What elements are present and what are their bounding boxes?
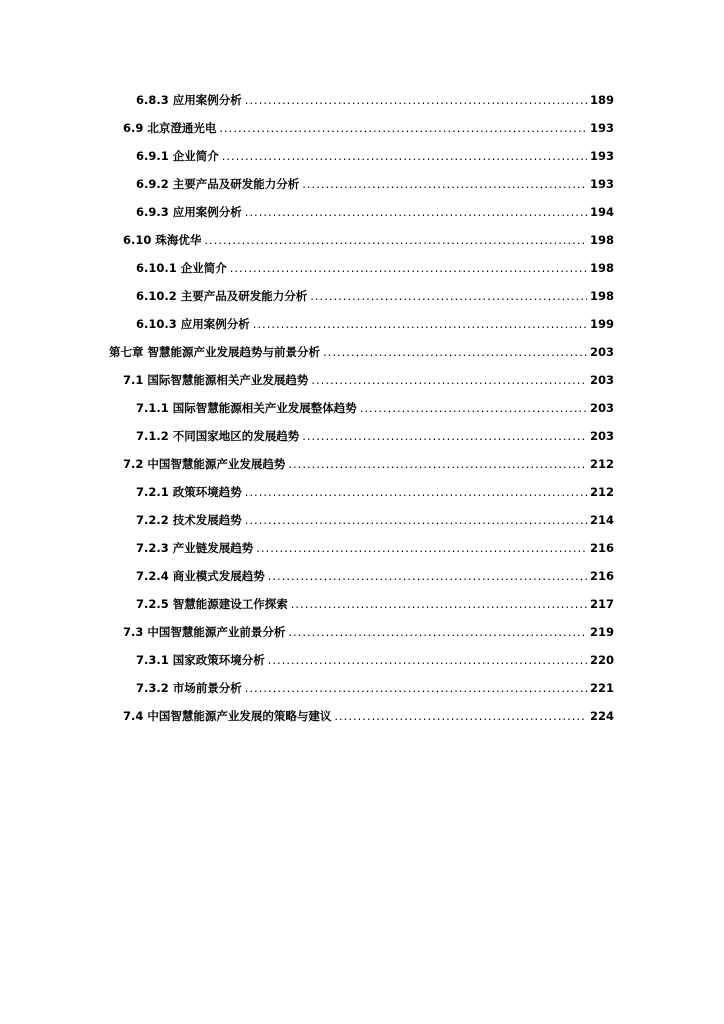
toc-entry[interactable] <box>136 652 614 668</box>
toc-entry[interactable] <box>136 92 614 108</box>
toc-entry[interactable] <box>136 428 614 444</box>
toc-entry-label: 6.8.3 应用案例分析 <box>136 93 242 107</box>
toc-entry-label: 6.10.3 应用案例分析 <box>136 317 250 331</box>
toc-entry-label: 7.1.2 不同国家地区的发展趋势 <box>136 429 300 443</box>
dot-leader <box>245 512 587 528</box>
toc-entry-page: 198 <box>589 261 614 275</box>
toc-entry[interactable] <box>123 120 614 136</box>
toc-entry-page: 203 <box>589 345 614 359</box>
toc-entry-page: 203 <box>589 401 614 415</box>
toc-entry-page: 212 <box>589 457 614 471</box>
toc-entry-label: 7.4 中国智慧能源产业发展的策略与建议 <box>123 709 332 723</box>
dot-leader <box>288 456 587 472</box>
toc-entry-page: 203 <box>589 373 614 387</box>
toc-entry-label: 6.10.1 企业简介 <box>136 261 227 275</box>
toc-entry[interactable] <box>123 232 614 248</box>
dot-leader <box>253 316 587 332</box>
dot-leader <box>302 176 587 192</box>
toc-entry[interactable] <box>136 596 614 612</box>
toc-entry-page: 221 <box>589 681 614 695</box>
toc-entry[interactable] <box>136 540 614 556</box>
toc-entry-page: 194 <box>589 205 614 219</box>
toc-entry-label: 7.1 国际智慧能源相关产业发展趋势 <box>123 373 309 387</box>
dot-leader <box>268 568 587 584</box>
dot-leader <box>291 596 587 612</box>
dot-leader <box>302 428 587 444</box>
toc-entry-label: 6.9.3 应用案例分析 <box>136 205 242 219</box>
toc-entry[interactable] <box>123 372 614 388</box>
toc-entry-page: 189 <box>589 93 614 107</box>
toc-entry-label: 7.1.1 国际智慧能源相关产业发展整体趋势 <box>136 401 357 415</box>
toc-entry[interactable] <box>136 568 614 584</box>
toc-entry-page: 217 <box>589 597 614 611</box>
dot-leader <box>310 288 587 304</box>
toc-entry-label: 7.2 中国智慧能源产业发展趋势 <box>123 457 286 471</box>
toc-entry-label: 6.9.2 主要产品及研发能力分析 <box>136 177 300 191</box>
dot-leader <box>268 652 587 668</box>
toc-entry[interactable] <box>123 624 614 640</box>
dot-leader <box>311 372 587 388</box>
toc-entry-page: 193 <box>589 177 614 191</box>
toc-entry-page: 219 <box>589 625 614 639</box>
toc-entry[interactable] <box>136 316 614 332</box>
toc-entry-label: 6.10 珠海优华 <box>123 233 202 247</box>
toc-entry-page: 193 <box>589 121 614 135</box>
toc-entry[interactable] <box>136 680 614 696</box>
dot-leader <box>245 680 587 696</box>
dot-leader <box>288 624 587 640</box>
toc-entry[interactable] <box>136 176 614 192</box>
dot-leader <box>230 260 587 276</box>
toc-entry-label: 7.3.2 市场前景分析 <box>136 681 242 695</box>
toc-entry[interactable] <box>136 288 614 304</box>
toc-entry[interactable] <box>123 708 614 724</box>
dot-leader <box>219 120 587 136</box>
toc-entry-page: 212 <box>589 485 614 499</box>
toc-entry[interactable] <box>136 512 614 528</box>
dot-leader <box>222 148 587 164</box>
dot-leader <box>204 232 587 248</box>
dot-leader <box>323 344 587 360</box>
toc-entry-page: 220 <box>589 653 614 667</box>
dot-leader <box>360 400 587 416</box>
toc-entry-label: 第七章 智慧能源产业发展趋势与前景分析 <box>109 345 321 359</box>
toc-entry-page: 203 <box>589 429 614 443</box>
toc-entry-page: 199 <box>589 317 614 331</box>
dot-leader <box>256 540 587 556</box>
toc-entry[interactable] <box>136 260 614 276</box>
toc-entry-label: 7.3.1 国家政策环境分析 <box>136 653 265 667</box>
dot-leader <box>334 708 587 724</box>
toc-entry-page: 216 <box>589 569 614 583</box>
toc-entry[interactable] <box>136 148 614 164</box>
toc-entry-label: 6.9.1 企业简介 <box>136 149 219 163</box>
toc-entry-page: 224 <box>589 709 614 723</box>
toc-chapter-entry[interactable] <box>109 344 614 360</box>
dot-leader <box>245 204 587 220</box>
dot-leader <box>245 484 587 500</box>
toc-entry[interactable] <box>136 400 614 416</box>
toc-entry-label: 6.9 北京澄通光电 <box>123 121 217 135</box>
dot-leader <box>245 92 587 108</box>
toc-entry-label: 7.2.3 产业链发展趋势 <box>136 541 254 555</box>
toc-entry-label: 7.2.2 技术发展趋势 <box>136 513 242 527</box>
toc-entry-page: 198 <box>589 289 614 303</box>
toc-entry-page: 214 <box>589 513 614 527</box>
toc-entry-page: 216 <box>589 541 614 555</box>
toc-entry-page: 198 <box>589 233 614 247</box>
toc-entry-page: 193 <box>589 149 614 163</box>
toc-entry-label: 7.3 中国智慧能源产业前景分析 <box>123 625 286 639</box>
toc-entry[interactable] <box>123 456 614 472</box>
toc-entry-label: 7.2.4 商业模式发展趋势 <box>136 569 265 583</box>
toc-entry-label: 6.10.2 主要产品及研发能力分析 <box>136 289 308 303</box>
toc-entry[interactable] <box>136 204 614 220</box>
toc-entry-label: 7.2.5 智慧能源建设工作探索 <box>136 597 288 611</box>
toc-entry[interactable] <box>136 484 614 500</box>
toc-entry-label: 7.2.1 政策环境趋势 <box>136 485 242 499</box>
